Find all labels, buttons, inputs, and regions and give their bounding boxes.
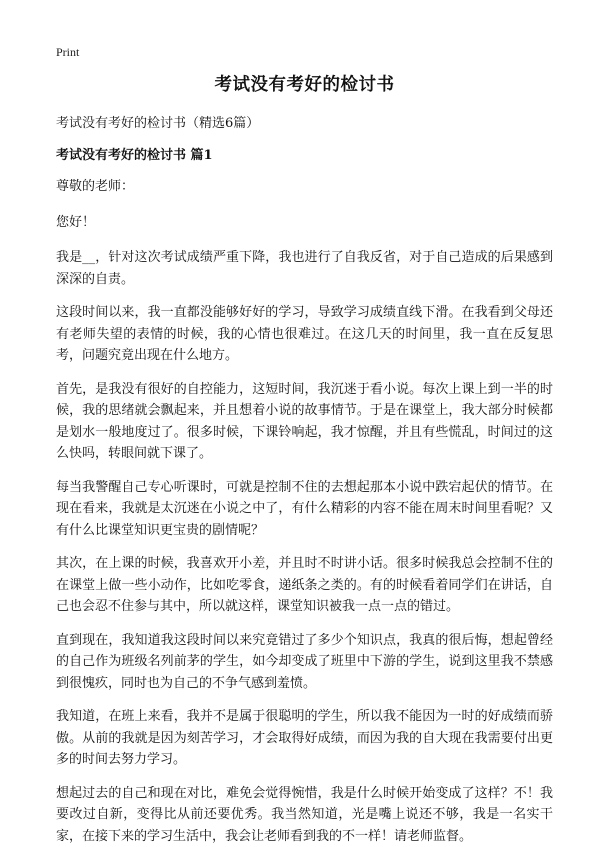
print-link[interactable]: Print bbox=[56, 44, 553, 60]
body-paragraph: 每当我警醒自己专心听课时，可就是控制不住的去想起那本小说中跌宕起伏的情节。在现在看来，我就是太沉迷在小说之中了，有什么精彩的内容不能在周末时间里看呢？又有什么比课堂知识更宝贵的剧情呢？ bbox=[56, 477, 553, 542]
body-paragraph: 其次，在上课的时候，我喜欢开小差，并且时不时讲小话。很多时候我总会控制不住的在课堂上做一些小动作，比如吃零食，递纸条之类的。有的时候看着同学们在讲话，自己也会忍不住参与其中，所以就这样，课堂知识被我一点一点的错过。 bbox=[56, 553, 553, 618]
body-paragraph: 我是__，针对这次考试成绩严重下降，我也进行了自我反省，对于自己造成的后果感到深深的自责。 bbox=[56, 247, 553, 290]
body-paragraph: 想起过去的自己和现在对比，难免会觉得惋惜，我是什么时候开始变成了这样？不！我要改过自新，变得比从前还要优秀。我当然知道，光是嘴上说还不够，我是一名实干家，在接下来的学习生活中，我会让老师看到我的不一样！请老师监督。 bbox=[56, 783, 553, 847]
greeting: 您好！ bbox=[56, 212, 553, 234]
section-heading: 考试没有考好的检讨书 篇1 bbox=[56, 146, 553, 166]
salutation: 尊敬的老师： bbox=[56, 176, 553, 198]
document-title: 考试没有考好的检讨书 bbox=[56, 72, 553, 98]
body-paragraph: 这段时间以来，我一直都没能够好好的学习，导致学习成绩直线下滑。在我看到父母还有老师失望的表情的时候，我的心情也很难过。在这几天的时间里，我一直在反复思考，问题究竟出现在什么地方。 bbox=[56, 302, 553, 367]
body-paragraph: 直到现在，我知道我这段时间以来究竟错过了多少个知识点，我真的很后悔，想起曾经的自己作为班级名列前茅的学生，如今却变成了班里中下游的学生，说到这里我不禁感到很愧疚，同时也为自己的不争气感到羞愤。 bbox=[56, 630, 553, 695]
body-paragraph: 首先，是我没有很好的自控能力，这短时间，我沉迷于看小说。每次上课上到一半的时候，我的思绪就会飘起来，并且想着小说的故事情节。于是在课堂上，我大部分时候都是划水一般地度过了。很多时候，下课铃响起，我才惊醒，并且有些慌乱，时间过的这么快吗，转眼间就下课了。 bbox=[56, 379, 553, 465]
body-paragraph: 我知道，在班上来看，我并不是属于很聪明的学生，所以我不能因为一时的好成绩而骄傲。从前的我就是因为刻苦学习，才会取得好成绩，而因为我的自大现在我需要付出更多的时间去努力学习。 bbox=[56, 706, 553, 771]
document-intro: 考试没有考好的检讨书（精选6篇） bbox=[56, 114, 553, 134]
